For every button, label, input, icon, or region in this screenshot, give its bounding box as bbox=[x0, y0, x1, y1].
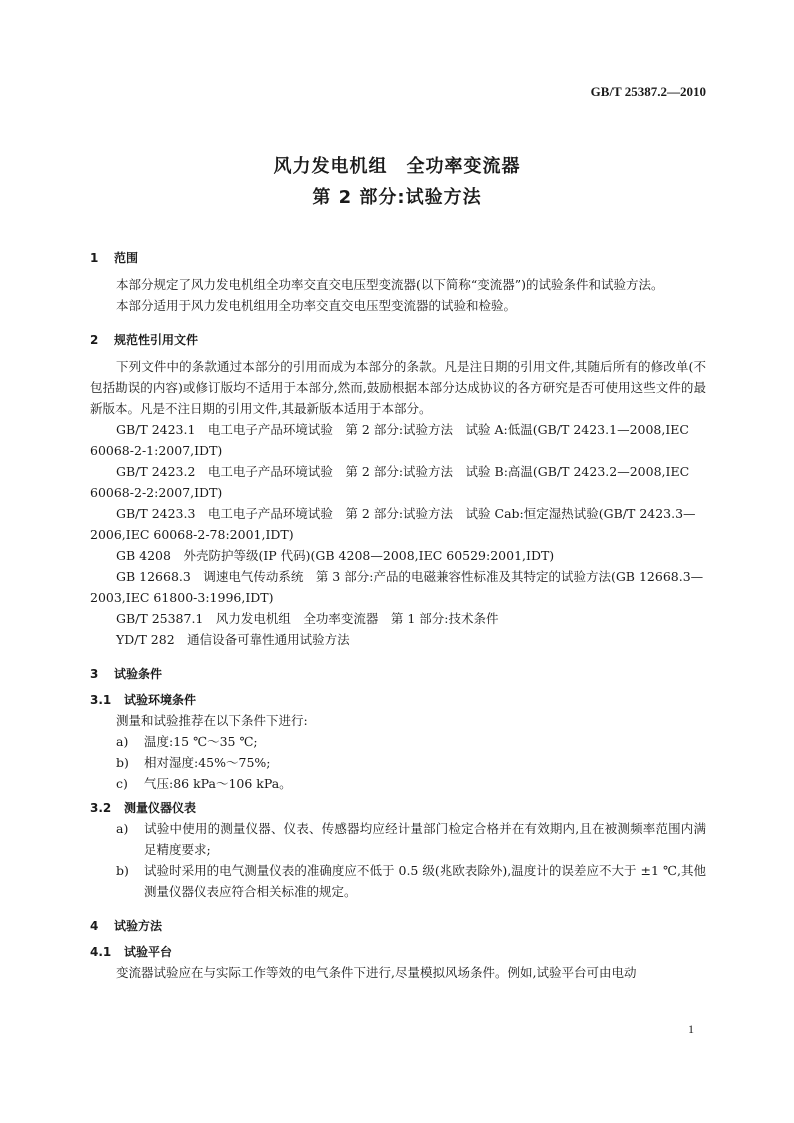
subsection-heading-3-1: 3.1 试验环境条件 bbox=[90, 693, 197, 707]
paragraph: 测量和试验推荐在以下条件下进行: bbox=[116, 713, 308, 728]
reference-item: GB/T 25387.1 风力发电机组 全功率变流器 第 1 部分:技术条件 bbox=[116, 611, 499, 626]
document-title: 风力发电机组 全功率变流器 bbox=[273, 156, 521, 177]
paragraph: 本部分适用于风力发电机组用全功率交直交电压型变流器的试验和检验。 bbox=[116, 298, 517, 313]
reference-item: GB/T 2423.2 电工电子产品环境试验 第 2 部分:试验方法 试验 B:高温(GB/T 2423.2—2008,IEC 60068-2-2:2007,IDT) bbox=[90, 464, 690, 500]
reference-item: GB 4208 外壳防护等级(IP 代码)(GB 4208—2008,IEC 60529:2001,IDT) bbox=[116, 548, 555, 563]
reference-item: GB/T 2423.3 电工电子产品环境试验 第 2 部分:试验方法 试验 Cab:恒定湿热试验(GB/T 2423.3—2006,IEC 60068-2-78:2001,IDT) bbox=[90, 506, 696, 542]
paragraph: 下列文件中的条款通过本部分的引用而成为本部分的条款。凡是注日期的引用文件,其随后所有的修改单(不包括勘误的内容)或修订版均不适用于本部分,然而,鼓励根据本部分达成协议的各方研究是否可使用这些文件的最新版本。凡是不注日期的引用文件,其最新版本适用于本部分。 bbox=[90, 359, 706, 416]
section-heading-1: 1 范围 bbox=[90, 251, 139, 265]
section-heading-2: 2 规范性引用文件 bbox=[90, 333, 199, 347]
list-item: a) 温度:15 ℃～35 ℃; bbox=[116, 734, 258, 749]
document-subtitle: 第 2 部分:试验方法 bbox=[312, 187, 482, 208]
paragraph: 本部分规定了风力发电机组全功率交直交电压型变流器(以下简称“变流器”)的试验条件和试验方法。 bbox=[116, 277, 664, 292]
list-item: b) 相对湿度:45%～75%; bbox=[116, 755, 271, 770]
reference-item: YD/T 282 通信设备可靠性通用试验方法 bbox=[116, 632, 350, 647]
section-heading-3: 3 试验条件 bbox=[90, 667, 163, 681]
standard-code: GB/T 25387.2—2010 bbox=[590, 84, 706, 99]
list-item: c) 气压:86 kPa～106 kPa。 bbox=[116, 776, 292, 791]
list-item: b) 试验时采用的电气测量仪表的准确度应不低于 0.5 级(兆欧表除外),温度计的误差应不大于 ±1 ℃,其他测量仪器仪表应符合相关标准的规定。 bbox=[116, 863, 706, 899]
subsection-heading-4-1: 4.1 试验平台 bbox=[90, 945, 173, 959]
paragraph: 变流器试验应在与实际工作等效的电气条件下进行,尽量模拟风场条件。例如,试验平台可由电动 bbox=[116, 965, 637, 980]
reference-item: GB 12668.3 调速电气传动系统 第 3 部分:产品的电磁兼容性标准及其特定的试验方法(GB 12668.3—2003,IEC 61800-3:1996,IDT) bbox=[90, 569, 704, 605]
page-number: 1 bbox=[688, 1022, 694, 1036]
reference-item: GB/T 2423.1 电工电子产品环境试验 第 2 部分:试验方法 试验 A:低温(GB/T 2423.1—2008,IEC 60068-2-1:2007,IDT) bbox=[90, 422, 689, 458]
subsection-heading-3-2: 3.2 测量仪器仪表 bbox=[90, 801, 197, 815]
list-item: a) 试验中使用的测量仪器、仪表、传感器均应经计量部门检定合格并在有效期内,且在被测频率范围内满足精度要求; bbox=[116, 821, 706, 857]
document-body bbox=[90, 248, 706, 983]
section-heading-4: 4 试验方法 bbox=[90, 919, 163, 933]
